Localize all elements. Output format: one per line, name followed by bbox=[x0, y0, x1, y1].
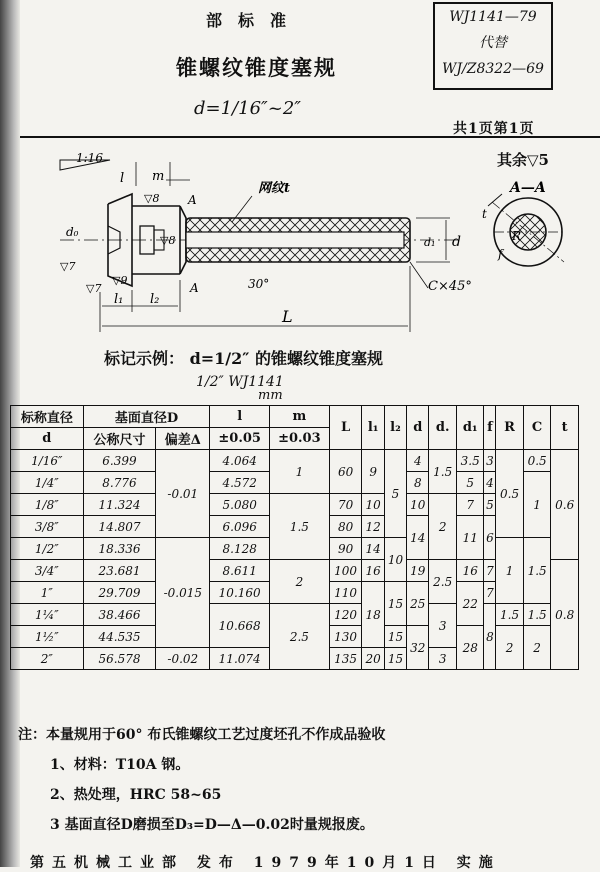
cell-m: 2.5 bbox=[270, 604, 330, 670]
marking-example: 标记示例： d=1/2″ 的锥螺纹锥度塞规 bbox=[104, 349, 383, 368]
gauge-drawing bbox=[20, 140, 600, 350]
chamfer-label: C×45° bbox=[428, 279, 472, 294]
cell-f: 6 bbox=[484, 516, 496, 560]
cell-l1: 18 bbox=[362, 582, 384, 648]
cell-C: 1.5 bbox=[523, 604, 551, 626]
cell-nominal: 1/2″ bbox=[11, 538, 84, 560]
header-divider bbox=[20, 136, 600, 138]
dim-r: R bbox=[512, 229, 522, 243]
cell-R: 2 bbox=[496, 626, 524, 670]
dim-L: L bbox=[282, 307, 293, 326]
dim-d1: d₁ bbox=[424, 236, 436, 249]
dim-m: m bbox=[152, 169, 165, 184]
cell-nominal: 3/4″ bbox=[11, 560, 84, 582]
th-nominal-sym: d bbox=[11, 428, 84, 450]
dim-d: d bbox=[452, 234, 461, 250]
cell-C: 1 bbox=[523, 472, 551, 538]
cell-d: 4 bbox=[407, 450, 429, 472]
cell-delta: -0.02 bbox=[156, 648, 210, 670]
cell-l1: 16 bbox=[362, 560, 384, 582]
rough-mark-a: ▽8 bbox=[144, 192, 160, 205]
cell-d: 19 bbox=[407, 560, 429, 582]
cell-D: 6.399 bbox=[83, 450, 156, 472]
notes-section bbox=[18, 720, 385, 840]
cell-f: 7 bbox=[484, 560, 496, 582]
cell-l1: 20 bbox=[362, 648, 384, 670]
th-nominal: 标称直径 bbox=[11, 406, 84, 428]
footer-issue-line: 第五机械工业部 发布 1979年10月1日 实施 bbox=[30, 855, 501, 871]
cell-R: 1.5 bbox=[496, 604, 524, 626]
cell-f: 7 bbox=[484, 582, 496, 604]
cell-nominal: 2″ bbox=[11, 648, 84, 670]
cell-l2: 15 bbox=[384, 648, 406, 670]
cell-D: 38.466 bbox=[83, 604, 156, 626]
note-heat-treatment: 2、热处理，HRC 58~65 bbox=[50, 787, 222, 803]
cell-L: 135 bbox=[329, 648, 362, 670]
cell-D: 8.776 bbox=[83, 472, 156, 494]
section-mark-top: A bbox=[188, 193, 197, 207]
cell-L: 130 bbox=[329, 626, 362, 648]
cell-D: 44.535 bbox=[83, 626, 156, 648]
th-m-tol: ±0.03 bbox=[270, 428, 330, 450]
th-R: R bbox=[496, 406, 524, 450]
cell-d: 32 bbox=[407, 626, 429, 670]
cell-L: 80 bbox=[329, 516, 362, 538]
th-l-tol: ±0.05 bbox=[210, 428, 270, 450]
cell-l1: 9 bbox=[362, 450, 384, 494]
cell-d: 8 bbox=[407, 472, 429, 494]
th-base-dia: 基面直径D bbox=[83, 406, 210, 428]
cell-C: 2 bbox=[523, 626, 551, 670]
cell-d1: 22 bbox=[456, 582, 484, 626]
page-title: 锥螺纹锥度塞规 bbox=[176, 55, 337, 80]
cell-d0: 3 bbox=[429, 648, 457, 670]
cell-f: 8 bbox=[484, 604, 496, 670]
cell-d: 14 bbox=[407, 516, 429, 560]
cell-l1: 14 bbox=[362, 538, 384, 560]
taper-label: 1:16 bbox=[76, 151, 103, 165]
cell-D: 23.681 bbox=[83, 560, 156, 582]
cell-d: 25 bbox=[407, 582, 429, 626]
cell-d0: 2 bbox=[429, 494, 457, 560]
cell-l: 4.572 bbox=[210, 472, 270, 494]
cell-nominal: 1/16″ bbox=[11, 450, 84, 472]
cell-d0: 2.5 bbox=[429, 560, 457, 604]
cell-nominal: 3/8″ bbox=[11, 516, 84, 538]
roughness-note: 其余▽5 bbox=[497, 151, 549, 169]
angle-label: 30° bbox=[248, 277, 270, 291]
cell-m: 1.5 bbox=[270, 494, 330, 560]
cell-L: 110 bbox=[329, 582, 362, 604]
cell-d1: 11 bbox=[456, 516, 484, 560]
cell-f: 5 bbox=[484, 494, 496, 516]
cell-l: 6.096 bbox=[210, 516, 270, 538]
note-intro: 注：本量规用于60° 布氏锥螺纹工艺过度坯孔不作成品验收 bbox=[18, 727, 386, 743]
th-m: m bbox=[270, 406, 330, 428]
cell-L: 120 bbox=[329, 604, 362, 626]
cell-d1: 28 bbox=[456, 626, 484, 670]
th-l: l bbox=[210, 406, 270, 428]
cell-t: 0.8 bbox=[551, 560, 579, 670]
cell-l: 11.074 bbox=[210, 648, 270, 670]
cell-C: 1.5 bbox=[523, 538, 551, 604]
cell-l2: 5 bbox=[384, 450, 406, 538]
section-label: A—A bbox=[510, 180, 546, 196]
cell-m: 2 bbox=[270, 560, 330, 604]
th-f: f bbox=[484, 406, 496, 450]
cell-D: 11.324 bbox=[83, 494, 156, 516]
cell-L: 70 bbox=[329, 494, 362, 516]
cell-D: 18.336 bbox=[83, 538, 156, 560]
cell-D: 14.807 bbox=[83, 516, 156, 538]
th-nominal-size: 公称尺寸 bbox=[83, 428, 156, 450]
cell-m: 1 bbox=[270, 450, 330, 494]
marking-example-code: 1/2″ WJ1141 bbox=[196, 374, 284, 390]
replaces-label: 代替 bbox=[479, 35, 507, 51]
cell-R: 0.5 bbox=[496, 450, 524, 538]
cell-d0: 1.5 bbox=[429, 450, 457, 494]
cell-R: 1 bbox=[496, 538, 524, 604]
cell-C: 0.5 bbox=[523, 450, 551, 472]
th-l1: l₁ bbox=[362, 406, 384, 450]
rough-mark-d: ▽7 bbox=[86, 282, 102, 295]
th-d: d bbox=[407, 406, 429, 450]
th-C: C bbox=[523, 406, 551, 450]
replaced-standard: WJ/Z8322—69 bbox=[442, 61, 544, 77]
cell-d: 10 bbox=[407, 494, 429, 516]
thread-label: 网纹t bbox=[258, 181, 291, 196]
dim-l2: l₂ bbox=[150, 292, 160, 307]
cell-nominal: 1¼″ bbox=[11, 604, 84, 626]
cell-L: 100 bbox=[329, 560, 362, 582]
department-label: 部标准 bbox=[206, 11, 303, 30]
standard-number-box bbox=[433, 2, 553, 90]
th-L: L bbox=[329, 406, 362, 450]
cell-l: 8.611 bbox=[210, 560, 270, 582]
cell-D: 56.578 bbox=[83, 648, 156, 670]
cell-d1: 7 bbox=[456, 494, 484, 516]
cell-l: 4.064 bbox=[210, 450, 270, 472]
th-tol: 偏差Δ bbox=[156, 428, 210, 450]
note-material: 1、材料：T10A 钢。 bbox=[50, 757, 190, 773]
cell-f: 3 bbox=[484, 450, 496, 472]
cell-nominal: 1½″ bbox=[11, 626, 84, 648]
cell-d1: 3.5 bbox=[456, 450, 484, 472]
cell-L: 60 bbox=[329, 450, 362, 494]
standard-number: WJ1141—79 bbox=[449, 9, 537, 25]
cell-l1: 12 bbox=[362, 516, 384, 538]
note-wear-limit: 3 基面直径D磨损至D₃=D—Δ—0.02时量规报废。 bbox=[50, 817, 374, 833]
rough-mark-b: ▽8 bbox=[160, 234, 176, 247]
th-l2: l₂ bbox=[384, 406, 406, 450]
cell-delta: -0.015 bbox=[156, 538, 210, 648]
dim-l1: l₁ bbox=[114, 292, 124, 307]
dimension-table bbox=[10, 405, 579, 670]
cell-nominal: 1″ bbox=[11, 582, 84, 604]
dim-d0: d₀ bbox=[66, 225, 79, 239]
cell-l: 10.668 bbox=[210, 604, 270, 648]
cell-l1: 10 bbox=[362, 494, 384, 516]
cell-l: 8.128 bbox=[210, 538, 270, 560]
cell-d0: 3 bbox=[429, 604, 457, 648]
cell-nominal: 1/4″ bbox=[11, 472, 84, 494]
cell-l2: 15 bbox=[384, 626, 406, 648]
cell-d1: 5 bbox=[456, 472, 484, 494]
cell-d1: 16 bbox=[456, 560, 484, 582]
cell-f: 4 bbox=[484, 472, 496, 494]
section-mark-bottom: A bbox=[190, 281, 199, 295]
dim-l: l bbox=[120, 171, 125, 186]
th-t: t bbox=[551, 406, 579, 450]
rough-mark-e: ▽9 bbox=[112, 274, 128, 287]
th-d0: d. bbox=[429, 406, 457, 450]
cell-D: 29.709 bbox=[83, 582, 156, 604]
dim-t: t bbox=[482, 207, 487, 221]
page-count: 共1页第1页 bbox=[453, 121, 535, 137]
cell-l: 10.160 bbox=[210, 582, 270, 604]
cell-l2: 10 bbox=[384, 538, 406, 582]
dim-f: f bbox=[498, 247, 503, 261]
cell-nominal: 1/8″ bbox=[11, 494, 84, 516]
unit-label: mm bbox=[258, 388, 283, 403]
cell-l2: 15 bbox=[384, 582, 406, 626]
cell-L: 90 bbox=[329, 538, 362, 560]
cell-l: 5.080 bbox=[210, 494, 270, 516]
cell-delta: -0.01 bbox=[156, 450, 210, 538]
rough-mark-c: ▽7 bbox=[60, 260, 76, 273]
cell-t: 0.6 bbox=[551, 450, 579, 560]
th-d1: d₁ bbox=[456, 406, 484, 450]
size-range: d=1/16″~2″ bbox=[194, 98, 302, 119]
